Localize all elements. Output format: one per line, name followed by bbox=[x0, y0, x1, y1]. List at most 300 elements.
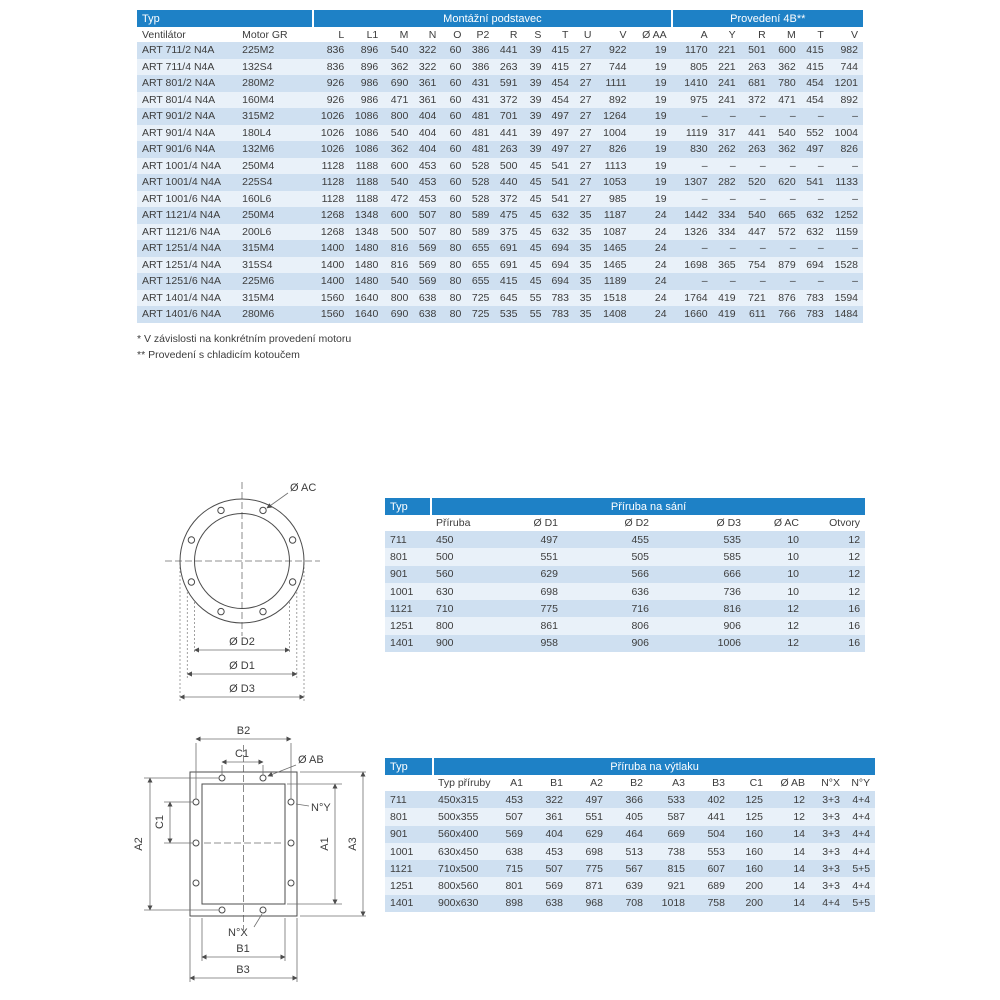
cell: 12 bbox=[848, 585, 861, 598]
cell: 362 bbox=[390, 60, 409, 73]
cell: 901 bbox=[390, 828, 408, 841]
cell: 27 bbox=[579, 110, 592, 123]
cell: 816 bbox=[723, 602, 741, 615]
cell: 1408 bbox=[603, 308, 627, 321]
cell: 710x500 bbox=[438, 862, 479, 875]
column-header: N bbox=[413, 27, 441, 42]
cell: 19 bbox=[654, 126, 667, 139]
cell: 665 bbox=[778, 209, 796, 222]
cell: 24 bbox=[654, 275, 667, 288]
cell: 958 bbox=[540, 637, 558, 650]
cell: 39 bbox=[529, 44, 542, 57]
table-row bbox=[385, 808, 875, 825]
table-row bbox=[137, 174, 863, 191]
cell: 419 bbox=[718, 308, 736, 321]
column-header: S bbox=[522, 27, 546, 42]
cell: 39 bbox=[529, 110, 542, 123]
cell: 505 bbox=[631, 550, 649, 563]
cell: 60 bbox=[449, 44, 462, 57]
cell: 60 bbox=[449, 93, 462, 106]
cell: 453 bbox=[545, 845, 563, 858]
cell: 362 bbox=[390, 143, 409, 156]
cell: – bbox=[817, 242, 824, 255]
cell: 569 bbox=[418, 242, 437, 255]
cell: – bbox=[852, 159, 858, 172]
cell: 1159 bbox=[835, 225, 858, 238]
table-row bbox=[137, 224, 863, 241]
cell: 589 bbox=[471, 225, 490, 238]
cell: 1528 bbox=[834, 258, 858, 271]
cell: 16 bbox=[848, 620, 861, 633]
cell: 1640 bbox=[354, 291, 379, 304]
cell: 629 bbox=[540, 568, 558, 581]
cell: 497 bbox=[551, 126, 569, 139]
cell: 528 bbox=[471, 159, 490, 172]
cell: 471 bbox=[390, 93, 409, 106]
cell: 1268 bbox=[320, 225, 345, 238]
cell: 801 bbox=[390, 550, 408, 563]
column-header: Motor GR bbox=[237, 27, 313, 42]
cell: 655 bbox=[471, 275, 490, 288]
column-header: A bbox=[672, 27, 713, 42]
cell: ART 711/4 N4A bbox=[142, 60, 215, 73]
cell: 501 bbox=[748, 44, 766, 57]
cell: 315M2 bbox=[242, 110, 275, 123]
cell: 35 bbox=[579, 242, 592, 255]
cell: 447 bbox=[748, 225, 766, 238]
cell: 440 bbox=[499, 176, 518, 189]
cell: 497 bbox=[551, 143, 569, 156]
cell: 569 bbox=[418, 258, 437, 271]
cell: 541 bbox=[806, 176, 824, 189]
cell: 632 bbox=[551, 225, 569, 238]
cell: 471 bbox=[778, 93, 796, 106]
bolt-hole bbox=[260, 507, 266, 513]
cell: 80 bbox=[449, 308, 462, 321]
cell: 541 bbox=[551, 176, 569, 189]
cell: 14 bbox=[793, 897, 805, 910]
table-row bbox=[137, 59, 863, 76]
cell: 540 bbox=[748, 209, 766, 222]
column-header: Ø D1 bbox=[491, 515, 563, 531]
cell: ART 1251/4 N4A bbox=[142, 258, 221, 271]
cell: 334 bbox=[718, 209, 736, 222]
cell: 520 bbox=[748, 176, 766, 189]
leader-line-ab bbox=[268, 765, 296, 776]
cell: 404 bbox=[418, 143, 437, 156]
cell: 334 bbox=[718, 225, 736, 238]
suction-flange-diagram bbox=[140, 468, 370, 713]
bolt-hole bbox=[218, 507, 224, 513]
cell: 481 bbox=[471, 143, 490, 156]
column-header: R bbox=[741, 27, 771, 42]
cell: 754 bbox=[748, 258, 766, 271]
cell: 694 bbox=[551, 258, 569, 271]
table-title-segment: Příruba na sání bbox=[431, 498, 865, 515]
cell: 1189 bbox=[603, 275, 627, 288]
cell: 766 bbox=[778, 308, 796, 321]
cell: – bbox=[729, 242, 736, 255]
cell: 567 bbox=[625, 862, 643, 875]
cell: 1018 bbox=[661, 897, 685, 910]
cell: 39 bbox=[529, 143, 542, 156]
column-header bbox=[385, 515, 431, 531]
cell: 500x355 bbox=[438, 810, 479, 823]
bolt-hole bbox=[193, 799, 199, 805]
dim-label-b2: B2 bbox=[236, 725, 251, 737]
cell: 315M4 bbox=[242, 242, 275, 255]
dim-label-b3: B3 bbox=[236, 964, 250, 976]
table-row bbox=[137, 306, 863, 323]
cell: 645 bbox=[499, 291, 518, 304]
column-header: Otvory bbox=[804, 515, 865, 531]
cell: 60 bbox=[449, 159, 462, 172]
cell: 402 bbox=[707, 793, 725, 806]
cell: 975 bbox=[690, 93, 708, 106]
cell: 24 bbox=[654, 308, 667, 321]
cell: 366 bbox=[625, 793, 643, 806]
cell: 19 bbox=[654, 143, 667, 156]
column-header: A3 bbox=[648, 775, 690, 791]
cell: 926 bbox=[326, 93, 345, 106]
cell: – bbox=[789, 242, 796, 255]
cell: 871 bbox=[585, 880, 603, 893]
cell: 694 bbox=[551, 275, 569, 288]
cell: 280M2 bbox=[242, 77, 275, 90]
cell: 450 bbox=[436, 533, 454, 546]
cell: 630x450 bbox=[438, 845, 479, 858]
cell: 711 bbox=[390, 533, 407, 546]
cell: 35 bbox=[579, 225, 592, 238]
leader-line-ac bbox=[267, 493, 288, 508]
cell: 906 bbox=[723, 620, 741, 633]
cell: 535 bbox=[723, 533, 741, 546]
cell: 160L6 bbox=[242, 192, 272, 205]
cell: 27 bbox=[579, 143, 592, 156]
table-row bbox=[137, 75, 863, 92]
cell: 1698 bbox=[684, 258, 708, 271]
cell: 611 bbox=[748, 308, 766, 321]
cell: 1087 bbox=[603, 225, 627, 238]
cell: 1348 bbox=[354, 225, 379, 238]
suction-flange-table bbox=[385, 498, 865, 652]
bolt-hole bbox=[260, 907, 266, 913]
cell: – bbox=[729, 192, 736, 205]
cell: 775 bbox=[585, 862, 603, 875]
cell: 464 bbox=[625, 828, 643, 841]
table-row bbox=[385, 843, 875, 860]
cell: 744 bbox=[608, 60, 627, 73]
cell: 200L6 bbox=[242, 225, 272, 238]
table-row bbox=[385, 600, 865, 617]
cell: 45 bbox=[529, 159, 542, 172]
cell: 1188 bbox=[355, 176, 379, 189]
cell: 830 bbox=[690, 143, 708, 156]
column-header: V bbox=[829, 27, 863, 42]
cell: 225S4 bbox=[242, 176, 273, 189]
cell: 60 bbox=[449, 126, 462, 139]
cell: ART 1121/6 N4A bbox=[142, 225, 221, 238]
cell: 60 bbox=[449, 77, 462, 90]
cell: 815 bbox=[667, 862, 685, 875]
cell: 12 bbox=[848, 533, 861, 546]
cell: 35 bbox=[579, 258, 592, 271]
cell: 986 bbox=[360, 93, 379, 106]
table-row bbox=[137, 158, 863, 175]
cell: 1187 bbox=[603, 209, 627, 222]
cell: 607 bbox=[707, 862, 725, 875]
cell: 560 bbox=[436, 568, 454, 581]
cell: 441 bbox=[499, 126, 518, 139]
cell: 1400 bbox=[320, 258, 345, 271]
table-row bbox=[385, 860, 875, 877]
cell: ART 1121/4 N4A bbox=[142, 209, 221, 222]
cell: 5+5 bbox=[852, 862, 871, 875]
cell: 1026 bbox=[320, 110, 345, 123]
cell: 1465 bbox=[603, 258, 627, 271]
cell: 636 bbox=[631, 585, 649, 598]
cell: 497 bbox=[585, 793, 603, 806]
cell: 10 bbox=[787, 550, 799, 563]
cell: 362 bbox=[778, 143, 796, 156]
cell: ART 1401/6 N4A bbox=[142, 308, 221, 321]
cell: 160M4 bbox=[242, 93, 275, 106]
cell: 3+3 bbox=[822, 880, 840, 893]
column-header: Ø AB bbox=[768, 775, 810, 791]
cell: 1307 bbox=[684, 176, 708, 189]
cell: 801 bbox=[390, 810, 408, 823]
cell: 500 bbox=[499, 159, 518, 172]
cell: 200 bbox=[745, 897, 763, 910]
cell: 1001 bbox=[390, 585, 414, 598]
cell: 632 bbox=[551, 209, 569, 222]
cell: 638 bbox=[505, 845, 523, 858]
cell: 60 bbox=[449, 176, 462, 189]
cell: 27 bbox=[579, 126, 592, 139]
footnote-motor: * V závislosti na konkrétním provedení motoru bbox=[137, 333, 352, 345]
dim-label-ab: Ø AB bbox=[298, 754, 324, 766]
cell: 12 bbox=[787, 637, 799, 650]
cell: 1251 bbox=[390, 620, 414, 633]
table-row bbox=[137, 207, 863, 224]
cell: 900 bbox=[436, 637, 454, 650]
dim-label-b1: B1 bbox=[236, 943, 250, 955]
column-header: M bbox=[771, 27, 801, 42]
cell: 569 bbox=[545, 880, 563, 893]
dim-label-a3: A3 bbox=[347, 837, 359, 851]
cell: 801 bbox=[505, 880, 523, 893]
cell: 19 bbox=[654, 44, 667, 57]
cell: 1252 bbox=[834, 209, 858, 222]
cell: 985 bbox=[608, 192, 627, 205]
cell: 3+3 bbox=[822, 845, 840, 858]
dim-label-a1: A1 bbox=[319, 837, 331, 851]
cell: 1086 bbox=[354, 143, 379, 156]
column-header: L1 bbox=[349, 27, 383, 42]
cell: 836 bbox=[326, 60, 345, 73]
cell: 19 bbox=[654, 110, 667, 123]
cell: 45 bbox=[529, 176, 542, 189]
cell: 1026 bbox=[320, 143, 345, 156]
cell: 315S4 bbox=[242, 258, 273, 271]
cell: 404 bbox=[418, 110, 437, 123]
cell: 132M6 bbox=[242, 143, 275, 156]
cell: 716 bbox=[631, 602, 649, 615]
cell: 27 bbox=[579, 192, 592, 205]
cell: 16 bbox=[848, 637, 861, 650]
cell: 12 bbox=[848, 568, 861, 581]
bolt-hole bbox=[219, 775, 225, 781]
cell: 669 bbox=[667, 828, 685, 841]
cell: 454 bbox=[806, 93, 824, 106]
cell: 441 bbox=[707, 810, 725, 823]
cell: – bbox=[852, 275, 858, 288]
leader-line-ny bbox=[296, 804, 309, 806]
cell: 453 bbox=[505, 793, 523, 806]
cell: 415 bbox=[551, 44, 569, 57]
cell: 560x400 bbox=[438, 828, 479, 841]
cell: 1560 bbox=[320, 291, 345, 304]
cell: 541 bbox=[551, 192, 569, 205]
cell: 800 bbox=[390, 291, 409, 304]
cell: 655 bbox=[471, 258, 490, 271]
cell: 800x560 bbox=[438, 880, 479, 893]
cell: 780 bbox=[778, 77, 796, 90]
cell: 55 bbox=[529, 308, 542, 321]
cell: – bbox=[759, 110, 766, 123]
cell: 45 bbox=[529, 258, 542, 271]
table-row bbox=[385, 548, 865, 565]
cell: 1518 bbox=[603, 291, 627, 304]
cell: ART 1251/6 N4A bbox=[142, 275, 221, 288]
column-header: T bbox=[546, 27, 573, 42]
column-header: Ø AC bbox=[746, 515, 804, 531]
cell: 826 bbox=[608, 143, 627, 156]
cell: 800 bbox=[390, 110, 409, 123]
cell: 362 bbox=[778, 60, 796, 73]
cell: 892 bbox=[840, 93, 858, 106]
cell: 365 bbox=[718, 258, 736, 271]
column-header: N°Y bbox=[845, 775, 875, 791]
cell: 35 bbox=[579, 275, 592, 288]
cell: 638 bbox=[545, 897, 563, 910]
cell: 221 bbox=[718, 60, 736, 73]
cell: 4+4 bbox=[852, 793, 871, 806]
cell: 681 bbox=[748, 77, 766, 90]
cell: – bbox=[701, 275, 708, 288]
cell: 322 bbox=[545, 793, 563, 806]
cell: 27 bbox=[579, 44, 592, 57]
cell: 4+4 bbox=[822, 897, 840, 910]
cell: ART 1001/4 N4A bbox=[142, 159, 221, 172]
cell: 572 bbox=[778, 225, 796, 238]
cell: 35 bbox=[579, 308, 592, 321]
table-row bbox=[137, 191, 863, 208]
cell: 419 bbox=[718, 291, 736, 304]
cell: 415 bbox=[551, 60, 569, 73]
cell: 55 bbox=[529, 291, 542, 304]
cell: 1128 bbox=[321, 192, 345, 205]
cell: 45 bbox=[529, 275, 542, 288]
footnotes bbox=[137, 331, 351, 363]
cell: ART 1001/6 N4A bbox=[142, 192, 221, 205]
cell: 317 bbox=[718, 126, 736, 139]
cell: 879 bbox=[778, 258, 796, 271]
table-row bbox=[385, 635, 865, 652]
cell: 386 bbox=[471, 60, 490, 73]
table-row bbox=[137, 92, 863, 109]
cell: 39 bbox=[529, 77, 542, 90]
dim-label-c1-left: C1 bbox=[154, 814, 166, 830]
bolt-hole bbox=[260, 775, 266, 781]
cell: – bbox=[817, 192, 824, 205]
cell: 80 bbox=[449, 291, 462, 304]
dim-label-d3: Ø D3 bbox=[229, 683, 255, 695]
cell: ART 1401/4 N4A bbox=[142, 291, 221, 304]
cell: 528 bbox=[471, 176, 490, 189]
table-title-segment: Příruba na výtlaku bbox=[433, 758, 875, 775]
cell: 454 bbox=[551, 77, 569, 90]
cell: 12 bbox=[793, 810, 805, 823]
cell: – bbox=[701, 110, 708, 123]
cell: 241 bbox=[718, 77, 736, 90]
cell: 744 bbox=[840, 60, 858, 73]
cell: 497 bbox=[806, 143, 824, 156]
cell: – bbox=[729, 275, 736, 288]
cell: 27 bbox=[579, 60, 592, 73]
cell: 3+3 bbox=[822, 862, 840, 875]
cell: 1004 bbox=[834, 126, 858, 139]
cell: 1086 bbox=[354, 126, 379, 139]
cell: 27 bbox=[579, 176, 592, 189]
cell: 12 bbox=[793, 793, 805, 806]
cell: 14 bbox=[793, 862, 805, 875]
cell: 540 bbox=[390, 176, 409, 189]
cell: 1188 bbox=[355, 159, 379, 172]
cell: 250M4 bbox=[242, 159, 275, 172]
cell: 263 bbox=[748, 60, 766, 73]
cell: 639 bbox=[625, 880, 643, 893]
cell: 689 bbox=[707, 880, 725, 893]
table-row bbox=[385, 895, 875, 912]
cell: 600 bbox=[390, 209, 409, 222]
cell: – bbox=[729, 159, 736, 172]
cell: 453 bbox=[418, 192, 437, 205]
cell: ART 801/4 N4A bbox=[142, 93, 216, 106]
cell: 27 bbox=[579, 159, 592, 172]
cell: 45 bbox=[529, 192, 542, 205]
cell: 263 bbox=[748, 143, 766, 156]
cell: ART 801/2 N4A bbox=[142, 77, 216, 90]
cell: – bbox=[852, 242, 858, 255]
cell: 540 bbox=[778, 126, 796, 139]
cell: 1119 bbox=[685, 126, 708, 139]
cell: 632 bbox=[806, 225, 824, 238]
bolt-hole bbox=[188, 579, 194, 585]
cell: 14 bbox=[793, 828, 805, 841]
cell: 540 bbox=[390, 126, 409, 139]
cell: 472 bbox=[390, 192, 409, 205]
cell: 898 bbox=[505, 897, 523, 910]
table-row bbox=[385, 617, 865, 634]
cell: 16 bbox=[848, 602, 861, 615]
cell: 19 bbox=[654, 176, 667, 189]
cell: 19 bbox=[654, 60, 667, 73]
cell: 404 bbox=[418, 126, 437, 139]
table-row bbox=[385, 531, 865, 548]
table-row bbox=[385, 583, 865, 600]
cell: 80 bbox=[449, 209, 462, 222]
